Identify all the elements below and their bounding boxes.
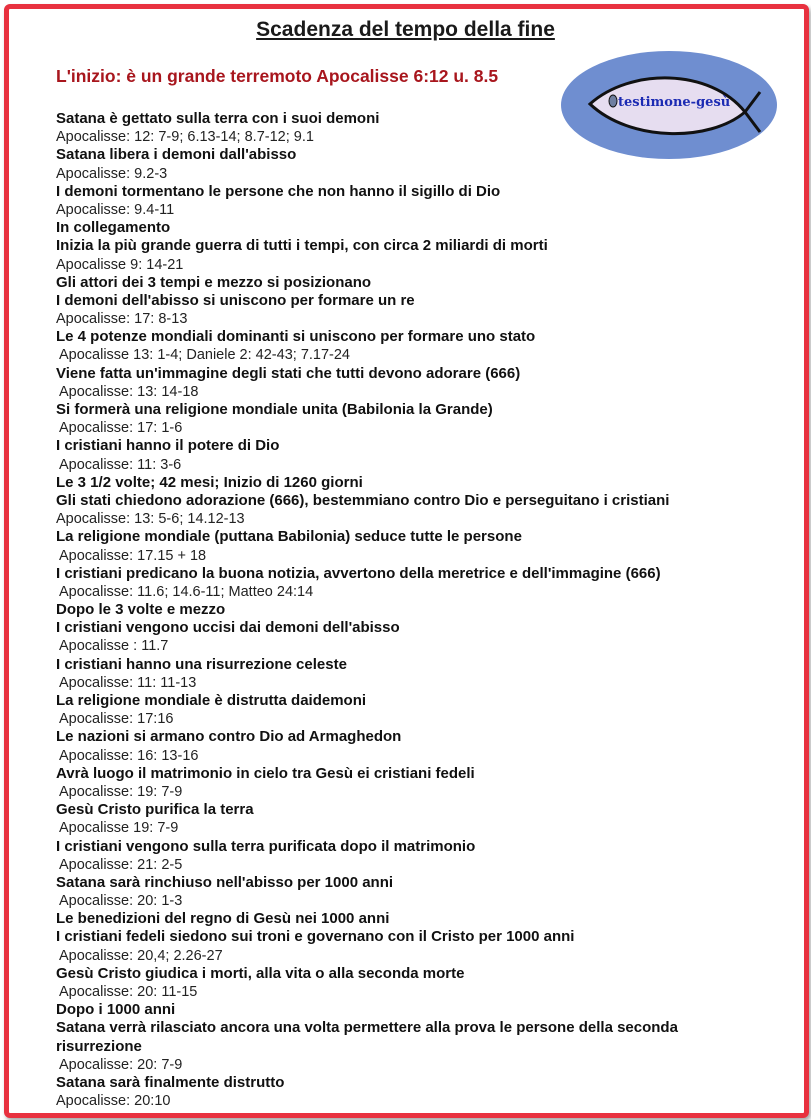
event-heading: Le 3 1/2 volte; 42 mesi; Inizio di 1260 giorni (56, 473, 363, 491)
scripture-reference: Apocalisse : 11.7 (59, 638, 169, 655)
event-heading: risurrezione (56, 1037, 142, 1055)
event-heading: Le nazioni si armano contro Dio ad Armaghedon (56, 728, 402, 746)
scripture-reference: Apocalisse 19: 7-9 (59, 820, 179, 837)
scripture-reference: Apocalisse 9: 14-21 (56, 256, 184, 273)
scripture-reference: Apocalisse: 13: 14-18 (59, 383, 199, 400)
event-heading: Gli attori dei 3 tempi e mezzo si posizionano (56, 273, 372, 291)
scripture-reference: Apocalisse: 20: 1-3 (59, 893, 183, 910)
scripture-reference: Apocalisse: 17: 1-6 (59, 420, 183, 437)
logo-fish-eye (609, 95, 617, 107)
event-heading: Satana verrà rilasciato ancora una volta permettere alla prova le persone della seconda (56, 1019, 678, 1037)
scripture-reference: Apocalisse: 11: 11-13 (59, 674, 197, 691)
event-heading: Si formerà una religione mondiale unita (Babilonia la Grande) (56, 401, 493, 418)
logo-text: testimone-gesù (618, 95, 731, 110)
page-subtitle: L'inizio: è un grande terremoto Apocalisse 6:12 u. 8.5 (56, 66, 499, 86)
scripture-reference: Apocalisse: 21: 2-5 (59, 856, 183, 873)
event-heading: Satana sarà finalmente distrutto (56, 1073, 285, 1091)
scripture-reference: Apocalisse: 9.2-3 (56, 165, 168, 182)
scripture-reference: Apocalisse: 16: 13-16 (59, 747, 199, 764)
scripture-reference: Apocalisse: 9.4-11 (56, 201, 175, 218)
scripture-reference: Apocalisse: 19: 7-9 (59, 783, 183, 800)
event-heading: Dopo le 3 volte e mezzo (56, 601, 226, 619)
event-heading: Gesù Cristo purifica la terra (56, 801, 254, 819)
scripture-reference: Apocalisse: 17:16 (59, 711, 174, 728)
event-heading: La religione mondiale (puttana Babilonia) seduce tutte le persone (56, 528, 522, 546)
scripture-reference: Apocalisse: 20:10 (56, 1093, 171, 1110)
scripture-reference: Apocalisse: 17: 8-13 (56, 311, 188, 328)
event-heading: Satana sarà rinchiuso nell'abisso per 1000 anni (56, 873, 394, 891)
event-heading: Inizia la più grande guerra di tutti i tempi, con circa 2 miliardi di morti (56, 237, 548, 255)
scripture-reference: Apocalisse: 11.6; 14.6-11; Matteo 24:14 (59, 583, 314, 600)
event-heading: Le benedizioni del regno di Gesù nei 1000 anni (56, 910, 390, 928)
scripture-reference: Apocalisse 13: 1-4; Daniele 2: 42-43; 7.17-24 (59, 347, 350, 364)
event-heading: Gli stati chiedono adorazione (666), bestemmiano contro Dio e perseguitano i cristiani (56, 491, 670, 509)
scripture-reference: Apocalisse: 17.15 + 18 (59, 547, 207, 564)
page-title: Scadenza del tempo della fine (256, 18, 555, 41)
event-heading: I cristiani fedeli siedono sui troni e governano con il Cristo per 1000 anni (56, 928, 575, 946)
event-heading: Le 4 potenze mondiali dominanti si uniscono per formare uno stato (56, 328, 536, 346)
event-heading: I demoni dell'abisso si uniscono per formare un re (56, 291, 415, 309)
event-heading: I cristiani predicano la buona notizia, avvertono della meretrice e dell'immagine (666) (56, 564, 661, 582)
event-heading: La religione mondiale è distrutta daidemoni (56, 692, 367, 709)
scripture-reference: Apocalisse: 20,4; 2.26-27 (59, 947, 223, 964)
event-heading: I demoni tormentano le persone che non hanno il sigillo di Dio (56, 182, 501, 200)
event-heading: I cristiani hanno una risurrezione celeste (56, 655, 347, 673)
scripture-reference: Apocalisse: 11: 3-6 (59, 456, 182, 473)
timeline-list (56, 110, 796, 1110)
scripture-reference: Apocalisse: 20: 7-9 (59, 1056, 183, 1073)
event-heading: I cristiani hanno il potere di Dio (56, 437, 280, 455)
event-heading: Satana libera i demoni dall'abisso (56, 146, 297, 164)
event-heading: Gesù Cristo giudica i morti, alla vita o alla seconda morte (56, 964, 465, 982)
event-heading: Satana è gettato sulla terra con i suoi demoni (56, 110, 380, 127)
scripture-reference: Apocalisse: 13: 5-6; 14.12-13 (56, 511, 245, 528)
event-heading: I cristiani vengono uccisi dai demoni dell'abisso (56, 619, 400, 637)
scripture-reference: Apocalisse: 20: 11-15 (59, 984, 198, 1000)
event-heading: Avrà luogo il matrimonio in cielo tra Gesù ei cristiani fedeli (56, 764, 475, 782)
event-heading: Viene fatta un'immagine degli stati che tutti devono adorare (666) (56, 364, 521, 382)
event-heading: In collegamento (56, 219, 171, 237)
event-heading: Dopo i 1000 anni (56, 1001, 176, 1019)
scripture-reference: Apocalisse: 12: 7-9; 6.13-14; 8.7-12; 9.1 (56, 129, 314, 146)
event-heading: I cristiani vengono sulla terra purificata dopo il matrimonio (56, 837, 476, 855)
